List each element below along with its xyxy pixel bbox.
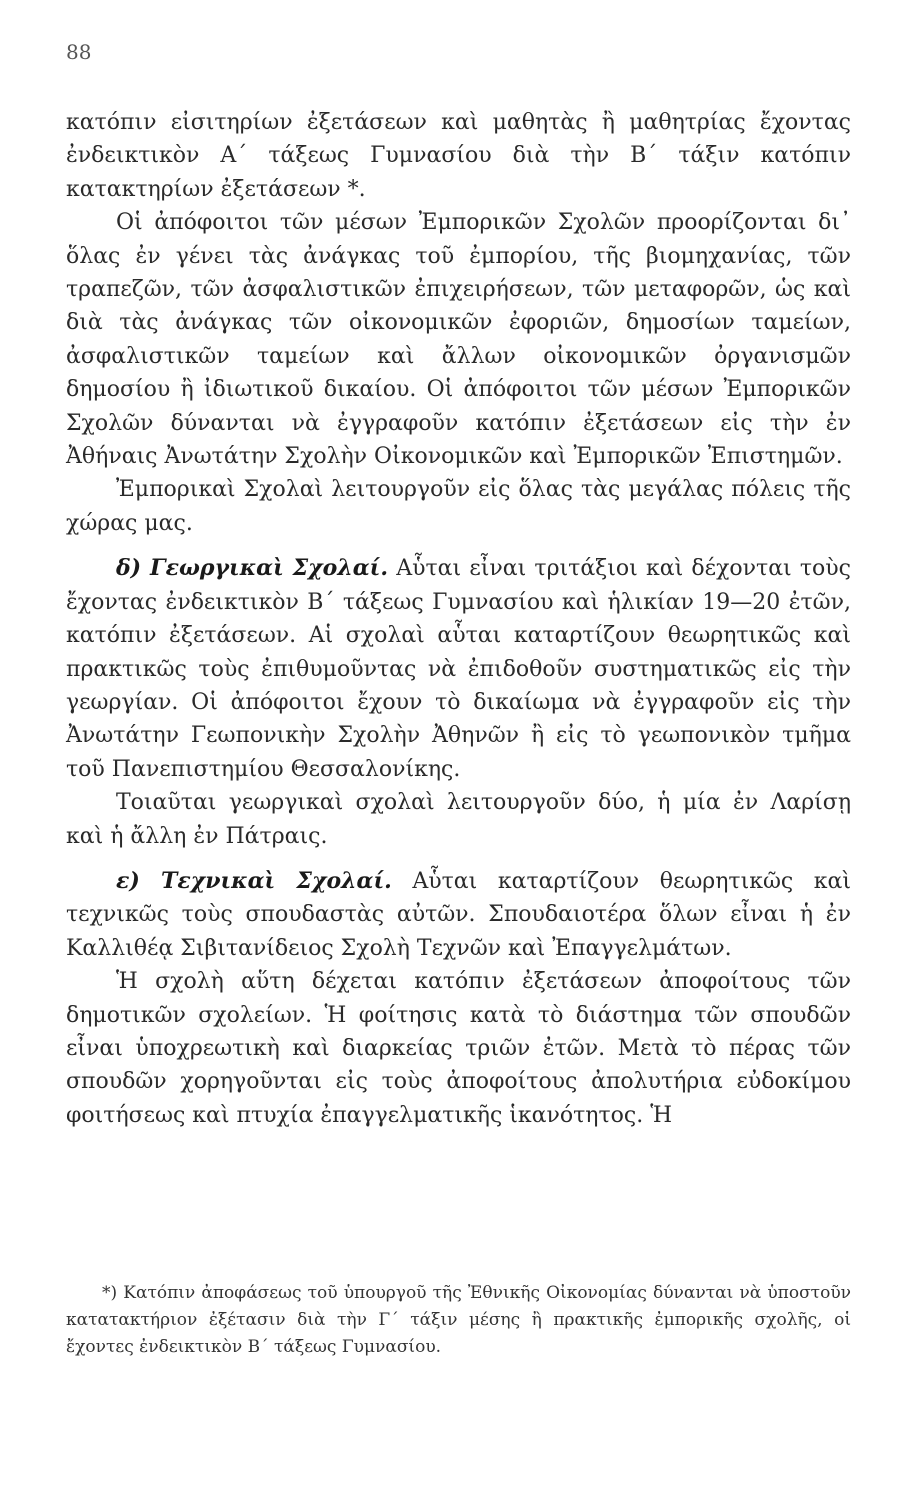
main-text [66, 106, 851, 1132]
page-number: 88 [66, 40, 92, 64]
section-heading-technical: ε) Τεχνικαὶ Σχολαί. [116, 867, 392, 894]
paragraph-commercial-schools: Ἐμπορικαὶ Σχολαὶ λειτουργοῦν εἰς ὅλας τὰς μεγάλας πόλεις τῆς χώρας μας. [66, 477, 851, 536]
section-text-agricultural: Αὗται εἶναι τριτάξιοι καὶ δέχονται τοὺς ἔχοντας ἐνδεικτικὸν Β΄ τάξεως Γυμνασίου καὶ ἡλικίαν 19—20 ἐτῶν, κατόπιν ἐξετάσεων. Αἱ σχολαὶ αὗται καταρτίζουν θεωρητικῶς καὶ πρακτικῶς τοὺς ἐπιθυμοῦντας νὰ ἐπιδοθοῦν συστηματικῶς εἰς τὴν γεωργίαν. Οἱ ἀπόφοιτοι ἔχουν τὸ δικαίωμα νὰ ἐγγραφοῦν εἰς τὴν Ἀνωτάτην Γεωπονικὴν Σχολὴν Ἀθηνῶν ἢ εἰς τὸ γεωπονικὸν τμῆμα τοῦ Πανεπιστημίου Θεσσαλονίκης. [66, 556, 851, 782]
section-agricultural-schools [66, 552, 851, 786]
paragraph-commercial-graduates: Οἱ ἀπόφοιτοι τῶν μέσων Ἐμπορικῶν Σχολῶν προορίζονται δι᾽ ὅλας ἐν γένει τὰς ἀνάγκας τοῦ ἐμπορίου, τῆς βιομηχανίας, τῶν τραπεζῶν, τῶν ἀσφαλιστικῶν ἐπιχειρήσεων, τῶν μεταφορῶν, ὡς καὶ διὰ τὰς ἀνάγκας τῶν οἰκονομικῶν ἐφοριῶν, δημοσίων ταμείων, ἀσφαλιστικῶν ταμείων καὶ ἄλλων οἰκονομικῶν ὀργανισμῶν δημοσίου ἢ ἰδιωτικοῦ δικαίου. Οἱ ἀπόφοιτοι τῶν μέσων Ἐμπορικῶν Σχολῶν δύνανται νὰ ἐγγραφοῦν κατόπιν ἐξετάσεων εἰς τὴν ἐν Ἀθήναις Ἀνωτάτην Σχολὴν Οἰκονομικῶν καὶ Ἐμπορικῶν Ἐπιστημῶν. [66, 210, 851, 470]
paragraph-continuation: κατόπιν εἰσιτηρίων ἐξετάσεων καὶ μαθητὰς ἢ μαθητρίας ἔχοντας ἐνδεικτικὸν Α΄ τάξεως Γυμνασίου διὰ τὴν Β΄ τάξιν κατόπιν κατακτηρίων ἐξετάσεων *. [66, 110, 851, 202]
section-heading-agricultural: δ) Γεωργικαὶ Σχολαί. [116, 555, 388, 582]
footnote [66, 1280, 851, 1361]
footnote-text: *) Κατόπιν ἀποφάσεως τοῦ ὑπουργοῦ τῆς Ἐθνικῆς Οἰκονομίας δύνανται νὰ ὑποστοῦν κατατακτήριον ἐξέτασιν διὰ τὴν Γ΄ τάξιν μέσης ἢ πρακτικῆς ἐμπορικῆς σχολῆς, οἱ ἔχοντες ἐνδεικτικὸν Β΄ τάξεως Γυμνασίου. [66, 1283, 851, 1357]
paragraph-technical-school: Ἡ σχολὴ αὕτη δέχεται κατόπιν ἐξετάσεων ἀποφοίτους τῶν δημοτικῶν σχολείων. Ἡ φοίτησις κατὰ τὸ διάστημα τῶν σπουδῶν εἶναι ὑποχρεωτικὴ καὶ διαρκείας τριῶν ἐτῶν. Μετὰ τὸ πέρας τῶν σπουδῶν χορηγοῦνται εἰς τοὺς ἀποφοίτους ἀπολυτήρια εὐδοκίμου φοιτήσεως καὶ πτυχία ἐπαγγελματικῆς ἱκανότητος. Ἡ [66, 969, 851, 1128]
section-text-technical: Αὗται καταρτίζουν θεωρητικῶς καὶ τεχνικῶς τοὺς σπουδαστὰς αὐτῶν. Σπουδαιοτέρα ὅλων εἶναι ἡ ἐν Καλλιθέᾳ Σιβιτανίδειος Σχολὴ Τεχνῶν καὶ Ἐπαγγελμάτων. [66, 868, 851, 961]
paragraph-agricultural-count: Τοιαῦται γεωργικαὶ σχολαὶ λειτουργοῦν δύο, ἡ μία ἐν Λαρίσῃ καὶ ἡ ἄλλη ἐν Πάτραις. [66, 790, 851, 849]
section-technical-schools [66, 865, 851, 965]
footnote-divider [66, 1268, 851, 1269]
